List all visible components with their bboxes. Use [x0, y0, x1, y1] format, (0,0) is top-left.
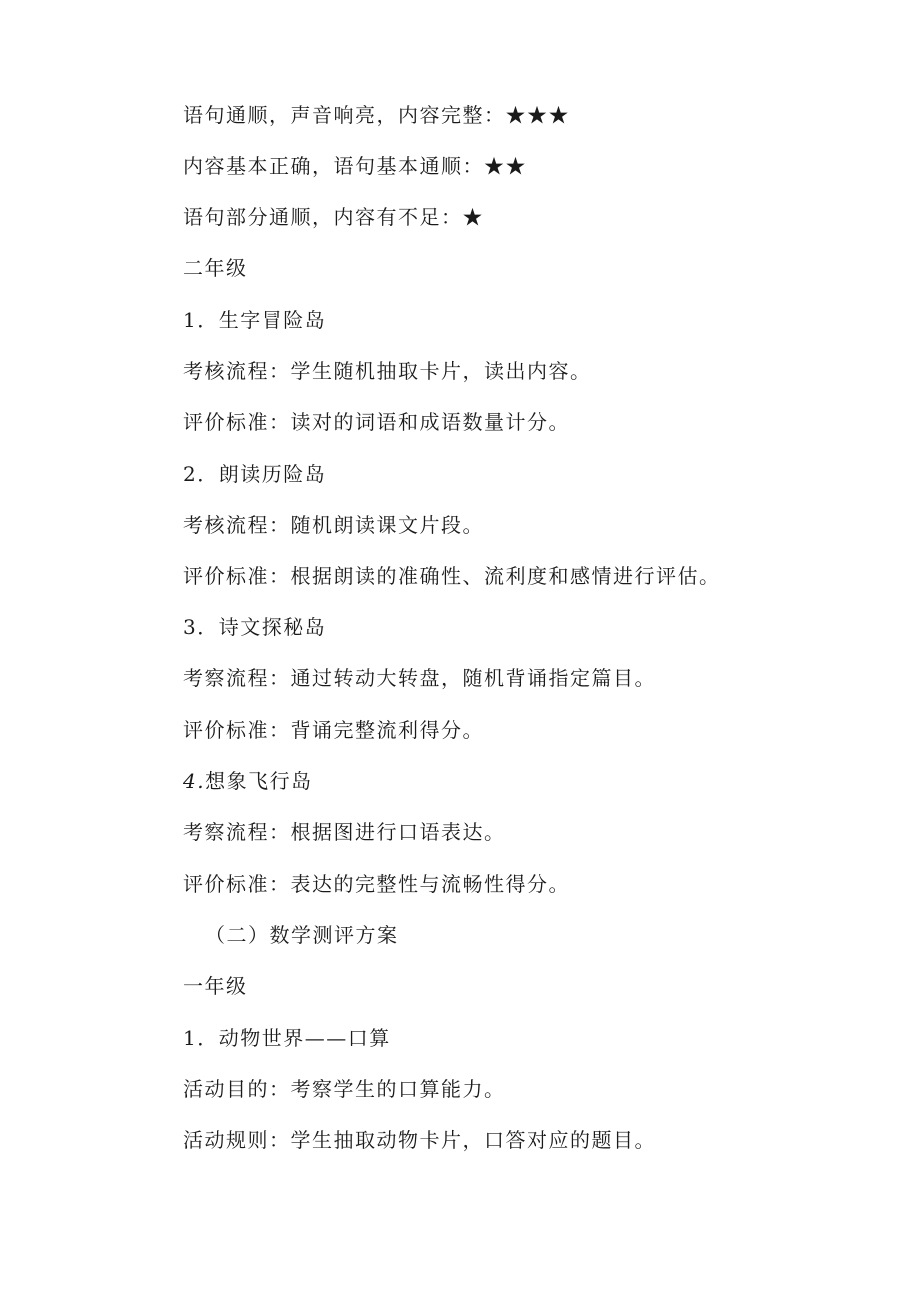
item-1-criteria: 评价标准：读对的词语和成语数量计分。 — [183, 410, 570, 434]
rating-one-star: 语句部分通顺，内容有不足：★ — [183, 205, 484, 229]
math-item-1-rules: 活动规则：学生抽取动物卡片，口答对应的题目。 — [183, 1128, 656, 1152]
item-heading-4 — [183, 767, 313, 795]
rating-two-stars: 内容基本正确，语句基本通顺：★★ — [183, 154, 527, 178]
rating-three-stars: 语句通顺，声音响亮，内容完整：★★★ — [183, 103, 570, 127]
item-4-title: 想象飞行岛 — [205, 769, 313, 793]
item-heading-3: 3．诗文探秘岛 — [183, 615, 327, 639]
math-section-heading: （二）数学测评方案 — [205, 923, 399, 947]
grade-heading-2: 二年级 — [183, 256, 248, 280]
item-4-number: 4. — [183, 769, 206, 793]
item-4-criteria: 评价标准：表达的完整性与流畅性得分。 — [183, 872, 570, 896]
item-3-criteria: 评价标准：背诵完整流利得分。 — [183, 718, 484, 742]
item-4-process: 考察流程：根据图进行口语表达。 — [183, 820, 506, 844]
item-heading-2: 2．朗读历险岛 — [183, 462, 327, 486]
math-item-heading-1: 1．动物世界——口算 — [183, 1026, 391, 1050]
math-item-1-purpose: 活动目的：考察学生的口算能力。 — [183, 1077, 506, 1101]
item-2-process: 考核流程：随机朗读课文片段。 — [183, 513, 484, 537]
item-1-process: 考核流程：学生随机抽取卡片，读出内容。 — [183, 359, 592, 383]
item-2-criteria: 评价标准：根据朗读的准确性、流利度和感情进行评估。 — [183, 564, 721, 588]
item-heading-1: 1．生字冒险岛 — [183, 308, 327, 332]
item-3-process: 考察流程：通过转动大转盘，随机背诵指定篇目。 — [183, 666, 656, 690]
grade-heading-1: 一年级 — [183, 974, 248, 998]
